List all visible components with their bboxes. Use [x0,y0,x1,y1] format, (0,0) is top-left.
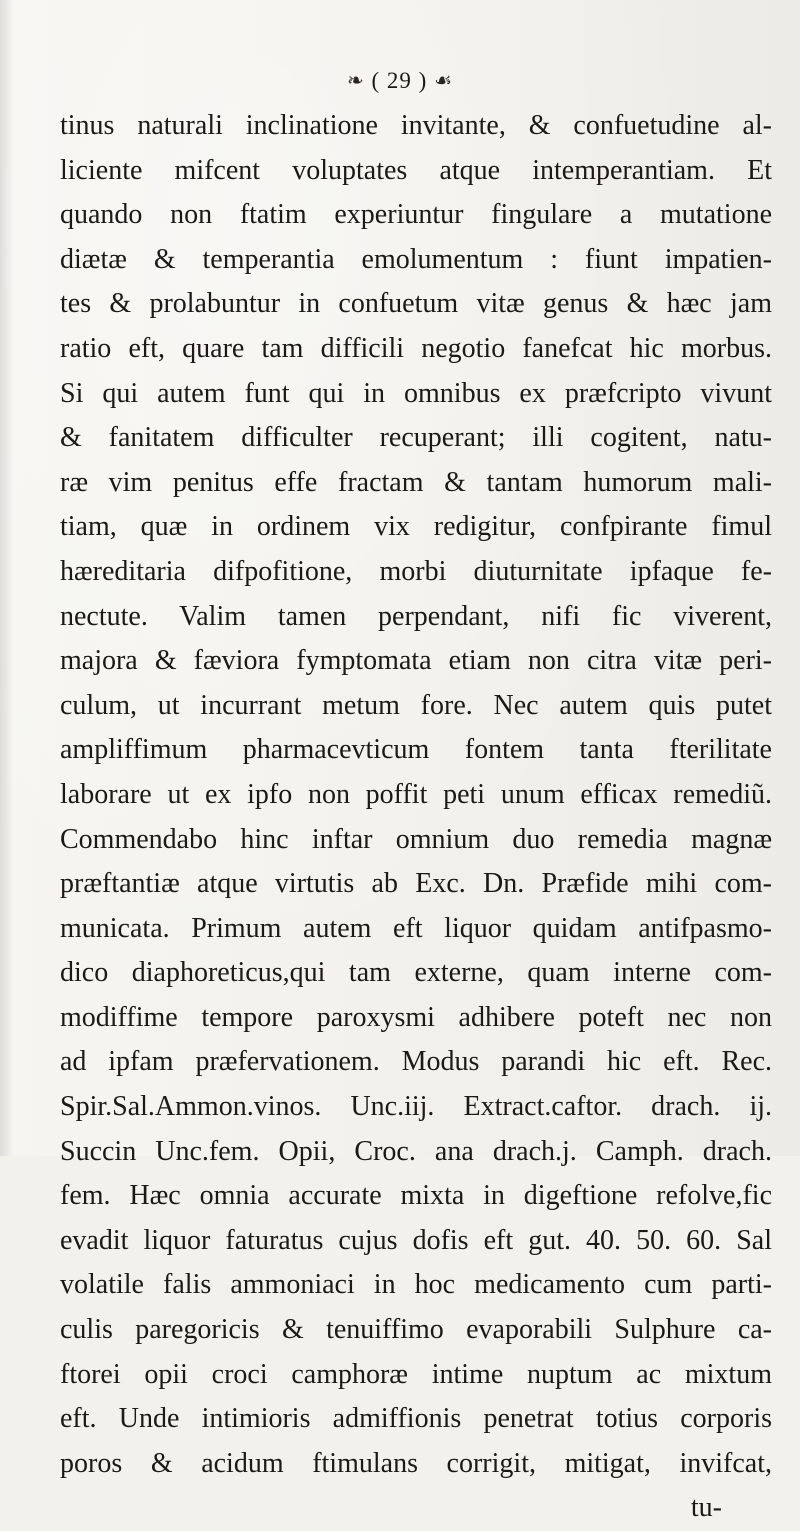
body-text [60,104,772,1531]
text-line: Si qui autem funt qui in omnibus ex præfcripto vivunt [60,377,772,409]
binding-shadow [0,0,14,1156]
text-line: culum, ut incurrant metum fore. Nec autem quis putet [60,689,772,721]
text-line: modiffime tempore paroxysmi adhibere poteft nec non [60,1001,772,1033]
text-line: ampliffimum pharmacevticum fontem tanta fterilitate [60,734,772,766]
text-line: ftorei opii croci camphoræ intime nuptum ac mixtum [60,1358,772,1390]
text-line: præftantiæ atque virtutis ab Exc. Dn. Præfide mihi com- [60,868,772,900]
text-line: majora & fæviora fymptomata etiam non citra vitæ peri- [60,645,772,677]
text-line: dico diaphoreticus,qui tam externe, quam interne com- [60,957,772,989]
text-line: tinus naturali inclinatione invitante, & confuetudine al- [60,110,772,141]
text-line: nectute. Valim tamen perpendant, nifi fic viverent, [60,600,772,632]
text-line: Succin Unc.fem. Opii, Croc. ana drach.j. Camph. drach. [60,1135,772,1167]
text-line: laborare ut ex ipfo non poffit peti unum efficax remediũ. [60,778,772,810]
text-line: hæreditaria difpofitione, morbi diuturnitate ipfaque fe- [60,555,772,587]
page-header [0,68,800,94]
page-number: ( 29 ) [371,68,428,93]
text-line: diætæ & temperantia emolumentum : fiunt impatien- [60,243,772,275]
text-line: quando non ftatim experiuntur fingulare a mutatione [60,199,772,231]
text-line: fem. Hæc omnia accurate mixta in digeftione refolve,fic [60,1180,772,1212]
text-line: tiam, quæ in ordinem vix redigitur, confpirante fimul [60,511,772,543]
text-line: ræ vim penitus effe fractam & tantam humorum mali- [60,466,772,498]
left-ornament-icon: ❧ [346,70,365,92]
text-line: liciente mifcent voluptates atque intemperantiam. Et [60,154,772,186]
text-line: & fanitatem difficulter recuperant; illi cogitent, natu- [60,422,772,454]
text-line: municata. Primum autem eft liquor quidam antifpasmo- [60,912,772,944]
text-line: eft. Unde intimioris admiffionis penetrat totius corporis [60,1403,772,1435]
catchword: tu- [690,1492,722,1524]
text-line: poros & acidum ftimulans corrigit, mitigat, invifcat, [60,1447,772,1479]
right-ornament-icon: ☙ [434,70,454,92]
text-line: ratio eft, quare tam difficili negotio fanefcat hic morbus. [60,332,772,364]
text-line: ad ipfam præfervationem. Modus parandi hic eft. Rec. [60,1046,772,1078]
text-line: Commendabo hinc inftar omnium duo remedia magnæ [60,823,772,855]
text-line: culis paregoricis & tenuiffimo evaporabili Sulphure ca- [60,1314,772,1346]
text-line: evadit liquor faturatus cujus dofis eft gut. 40. 50. 60. Sal [60,1224,772,1256]
text-line: tes & prolabuntur in confuetum vitæ genus & hæc jam [60,288,772,320]
text-line: Spir.Sal.Ammon.vinos. Unc.iij. Extract.caftor. drach. ij. [60,1091,772,1123]
text-line: volatile falis ammoniaci in hoc medicamento cum parti- [60,1269,772,1301]
